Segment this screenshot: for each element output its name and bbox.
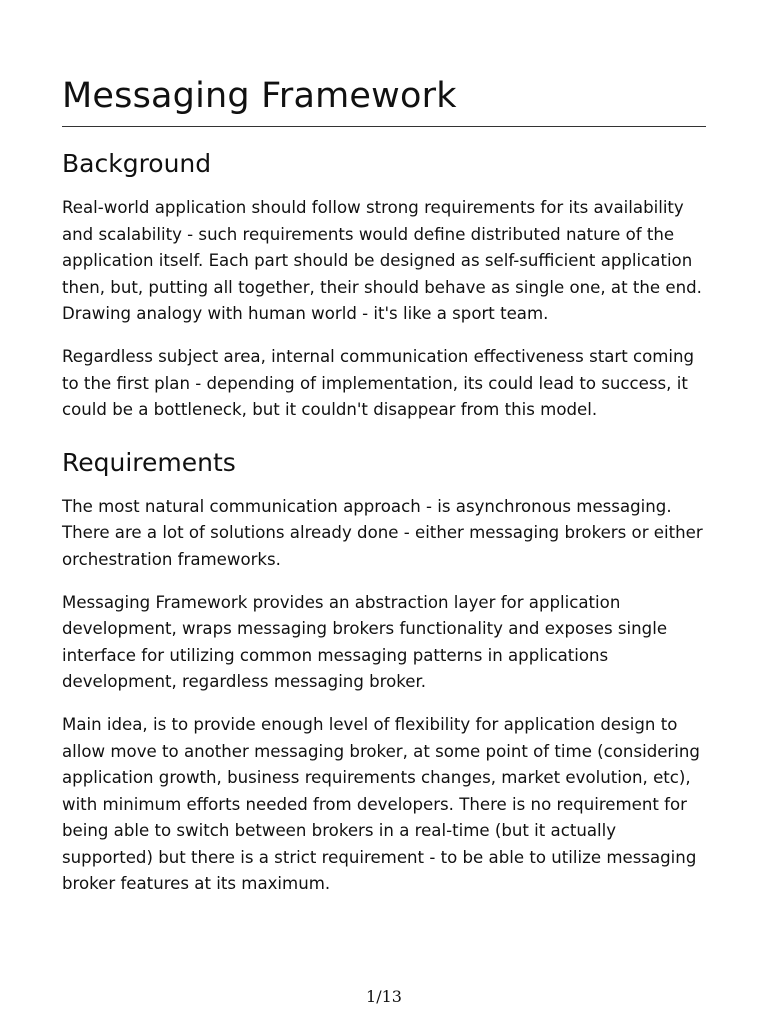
requirements-paragraph-1: The most natural communication approach - is asynchronous messaging. There are a lot of solutions already done - either messaging brokers or either orchestration frameworks. — [62, 496, 703, 569]
document-page — [62, 0, 706, 914]
background-paragraph-2: Regardless subject area, internal communication effectiveness start coming to the first plan - depending of implementation, its could lead to success, it could be a bottleneck, but it couldn't disappear from this model. — [62, 346, 695, 420]
title-divider — [62, 126, 706, 127]
requirements-paragraph-3: Main idea, is to provide enough level of flexibility for application design to allow move to another messaging broker, at some point of time (considering application growth, business requirements changes, market evolution, etc), with minimum efforts needed from developers. There is no requirement for being able to switch between brokers in a real-time (but it actually supported) but there is a strict requirement - to be able to utilize messaging broker features at its maximum. — [62, 714, 700, 894]
page-number: 1/13 — [366, 987, 402, 1006]
document-title: Messaging Framework — [62, 76, 457, 116]
requirements-paragraph-2: Messaging Framework provides an abstraction layer for application development, wraps messaging brokers functionality and exposes single interface for utilizing common messaging patterns in applications development, regardless messaging broker. — [62, 592, 668, 692]
background-paragraph-1: Real-world application should follow strong requirements for its availability and scalability - such requirements would define distributed nature of the application itself. Each part should be designed as self-sufficient application then, but, putting all together, their should behave as single one, at the end. Drawing analogy with human world - it's like a sport team. — [62, 198, 702, 324]
section-heading-background: Background — [62, 149, 212, 178]
section-heading-requirements: Requirements — [62, 447, 236, 477]
